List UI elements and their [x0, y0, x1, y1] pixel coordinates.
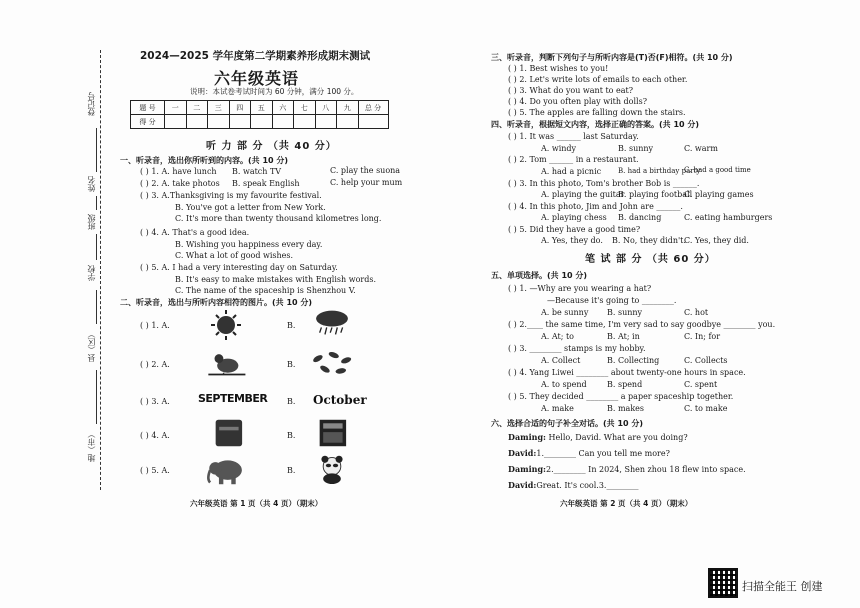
score-head-8: 八: [315, 101, 337, 115]
score-cell-7[interactable]: [294, 115, 316, 129]
scanner-watermark: 扫描全能王 创建: [742, 580, 823, 593]
s6-line2-speaker: David:: [508, 448, 537, 458]
s5-q4-c: C. spent: [684, 380, 718, 389]
exam-subject-title: 六年级英语: [214, 69, 300, 88]
s6-line3: [508, 465, 746, 474]
s5-q1-c: C. hot: [684, 308, 709, 317]
section4-title: 四、听录音，根据短文内容，选择正确的答案。(共 10 分): [491, 120, 700, 129]
exam-instructions: 说明：本试卷考试时间为 60 分钟，满分 100 分。: [190, 87, 359, 96]
s6-line2: [508, 449, 670, 458]
tablet-icon: [304, 418, 360, 448]
s2-q5-b: B.: [287, 466, 296, 475]
score-cell-3[interactable]: [208, 115, 230, 129]
binding-line: [100, 50, 101, 490]
section2-title: 二、听录音，选出与所听内容相符的图片。(共 10 分): [120, 298, 313, 307]
footer-right: 六年级英语 第 2 页（共 4 页）（期末）: [560, 499, 693, 508]
s4-q1: ( ) 1. It was ______ last Saturday.: [508, 132, 639, 141]
s4-q2-b: B. had a birthday party: [618, 167, 701, 175]
s1-q1-a: ( ) 1. A. have lunch: [140, 167, 217, 176]
s5-q1-b: B. sunny: [607, 308, 643, 317]
writing-part-heading: 笔 试 部 分 （共 60 分）: [585, 254, 716, 265]
s3-item-4: ( ) 4. Do you often play with dolls?: [508, 97, 648, 106]
s5-q4-b: B. spend: [607, 380, 643, 389]
side-label-school: 学校: [87, 265, 96, 281]
s4-q4-a: A. playing chess: [541, 213, 607, 222]
s4-q1-c: C. warm: [684, 144, 718, 153]
s5-q3-c: C. Collects: [684, 356, 728, 365]
s4-q5-a: A. Yes, they do.: [541, 236, 603, 245]
s2-q2-b: B.: [287, 360, 296, 369]
s1-q2-b: B. speak English: [232, 179, 300, 188]
s2-q3-b: B.: [287, 397, 296, 406]
s5-q2: ( ) 2.____ the same time, I'm very sad to say goodbye ________ you.: [508, 320, 776, 329]
october-picture: October: [313, 393, 367, 407]
side-blank-1: [96, 128, 97, 172]
s3-item-5: ( ) 5. The apples are falling down the stairs.: [508, 108, 686, 117]
side-label-name: 姓名: [87, 176, 96, 192]
s4-q3-b: B. playing football: [618, 190, 693, 199]
s1-q4-b: B. Wishing you happiness every day.: [175, 240, 323, 249]
s2-q5-a: ( ) 5. A.: [140, 466, 170, 475]
score-cell-1[interactable]: [165, 115, 187, 129]
s5-q3-a: A. Collect: [541, 356, 581, 365]
book-icon: [200, 418, 256, 448]
s1-q4-a: ( ) 4. A. That's a good idea.: [140, 228, 250, 237]
s3-item-1: ( ) 1. Best wishes to you!: [508, 64, 609, 73]
sun-icon: [198, 310, 254, 340]
score-cell-5[interactable]: [251, 115, 273, 129]
exam-year-title: 2024—2025 学年度第二学期素养形成期末测试: [140, 50, 371, 62]
s1-q1-b: B. watch TV: [232, 167, 282, 176]
s3-item-3: ( ) 3. What do you want to eat?: [508, 86, 634, 95]
score-cell-6[interactable]: [272, 115, 294, 129]
side-label-class: 班级: [87, 214, 96, 230]
score-cell-4[interactable]: [229, 115, 251, 129]
s2-q4-a: ( ) 4. A.: [140, 431, 170, 440]
s1-q5-c: C. The name of the spaceship is Shenzhou V.: [175, 286, 356, 295]
s4-q3-a: A. playing the guitar: [541, 190, 625, 199]
s4-q1-b: B. sunny: [618, 144, 654, 153]
s2-q2-a: ( ) 2. A.: [140, 360, 170, 369]
score-cell-total[interactable]: [358, 115, 388, 129]
score-head-5: 五: [251, 101, 273, 115]
s4-q4: ( ) 4. In this photo, Jim and John are ______.: [508, 202, 683, 211]
side-label-register: 登记号: [87, 92, 96, 116]
september-picture: SEPTEMBER: [198, 392, 268, 405]
s3-item-2: ( ) 2. Let's write lots of emails to each other.: [508, 75, 688, 84]
s4-q2-c: C. had a good time: [684, 166, 751, 174]
s4-q2-a: A. had a picnic: [541, 167, 602, 176]
s4-q5-c: C. Yes, they did.: [684, 236, 749, 245]
s1-q3-a: ( ) 3. A.Thanksgiving is my favourite festival.: [140, 191, 322, 200]
s4-q4-b: B. dancing: [618, 213, 662, 222]
s5-q1-line2: —Because it's going to ________.: [547, 296, 677, 305]
s6-line3-speaker: Daming:: [508, 464, 546, 474]
leaves-icon: [304, 348, 360, 378]
s5-q4: ( ) 4. Yang Liwei ________ about twenty-one hours in space.: [508, 368, 746, 377]
score-head-1: 一: [165, 101, 187, 115]
score-head-9: 九: [337, 101, 359, 115]
rain-cloud-icon: [304, 308, 360, 338]
s5-q5-a: A. make: [541, 404, 574, 413]
score-cell-8[interactable]: [315, 115, 337, 129]
section6-title: 六、选择合适的句子补全对话。(共 10 分): [491, 419, 644, 428]
s1-q1-c: C. play the suona: [330, 166, 401, 175]
s2-q4-b: B.: [287, 431, 296, 440]
s5-q3-b: B. Collecting: [607, 356, 660, 365]
s4-q4-c: C. eating hamburgers: [684, 213, 773, 222]
s6-line1: [508, 433, 688, 442]
s5-q4-a: A. to spend: [541, 380, 587, 389]
s5-q1: ( ) 1. —Why are you wearing a hat?: [508, 284, 652, 293]
s2-q1-b: B.: [287, 321, 296, 330]
s5-q5-c: C. to make: [684, 404, 728, 413]
s6-line4-text: Great. It's cool.3.________: [536, 481, 639, 490]
s1-q5-a: ( ) 5. A. I had a very interesting day on Saturday.: [140, 263, 338, 272]
score-head-4: 四: [229, 101, 251, 115]
side-blank-3: [96, 234, 97, 260]
panda-icon: [304, 454, 360, 484]
s6-line4-speaker: David:: [508, 480, 537, 490]
s4-q3: ( ) 3. In this photo, Tom's brother Bob is ______.: [508, 179, 700, 188]
side-blank-2: [96, 196, 97, 210]
s5-q2-c: C. In; for: [684, 332, 721, 341]
score-head-7: 七: [294, 101, 316, 115]
s4-q2: ( ) 2. Tom ______ in a restaurant.: [508, 155, 639, 164]
score-row-label: 得 分: [131, 115, 165, 129]
s4-q3-c: C. playing games: [684, 190, 754, 199]
bird-icon: [198, 348, 254, 378]
listening-part-heading: 听 力 部 分 （共 40 分）: [206, 141, 337, 152]
s2-q3-a: ( ) 3. A.: [140, 397, 170, 406]
score-cell-9[interactable]: [337, 115, 359, 129]
section5-title: 五、单项选择。(共 10 分): [491, 271, 588, 280]
s6-line1-text: Hello, David. What are you doing?: [548, 433, 688, 442]
s4-q5-b: B. No, they didn't.: [612, 236, 686, 245]
s5-q2-b: B. At; in: [607, 332, 640, 341]
s1-q5-b: B. It's easy to make mistakes with English words.: [175, 275, 376, 284]
s4-q1-a: A. windy: [541, 144, 577, 153]
s1-q2-a: ( ) 2. A. take photos: [140, 179, 220, 188]
s2-q1-a: ( ) 1. A.: [140, 321, 170, 330]
score-head-6: 六: [272, 101, 294, 115]
side-blank-4: [96, 290, 97, 324]
s5-q1-a: A. be sunny: [541, 308, 589, 317]
s1-q3-c: C. It's more than twenty thousand kilometres long.: [175, 214, 382, 223]
s6-line4: [508, 481, 638, 490]
s5-q2-a: A. At; to: [541, 332, 574, 341]
footer-left: 六年级英语 第 1 页（共 4 页）（期末）: [190, 499, 323, 508]
score-head-total: 总 分: [358, 101, 388, 115]
s6-line3-text: 2.________ In 2024, Shen zhou 18 flew into space.: [546, 465, 746, 474]
section3-title: 三、听录音，判断下列句子与所听内容是(T)否(F)相符。(共 10 分): [491, 53, 733, 62]
score-head-label: 题 号: [131, 101, 165, 115]
side-label-city: 地（市）: [87, 430, 96, 462]
side-blank-5: [96, 370, 97, 424]
side-label-county: 县（区）: [87, 330, 96, 362]
s6-line1-speaker: Daming:: [508, 432, 546, 442]
s5-q5-b: B. makes: [607, 404, 645, 413]
s4-q5: ( ) 5. Did they have a good time?: [508, 225, 641, 234]
section1-title: 一、听录音，选出你所听到的内容。(共 10 分): [120, 156, 289, 165]
qr-code-icon: [708, 568, 738, 598]
s5-q5: ( ) 5. They decided ________ a paper spaceship together.: [508, 392, 734, 401]
s1-q2-c: C. help your mum: [330, 178, 403, 187]
score-head-3: 三: [208, 101, 230, 115]
elephant-icon: [198, 456, 254, 486]
s6-line2-text: 1.________ Can you tell me more?: [536, 449, 670, 458]
score-head-2: 二: [186, 101, 208, 115]
score-table: [130, 100, 389, 129]
score-cell-2[interactable]: [186, 115, 208, 129]
s1-q3-b: B. You've got a letter from New York.: [175, 203, 326, 212]
s5-q3: ( ) 3. ________ stamps is my hobby.: [508, 344, 646, 353]
s1-q4-c: C. What a lot of good wishes.: [175, 251, 294, 260]
